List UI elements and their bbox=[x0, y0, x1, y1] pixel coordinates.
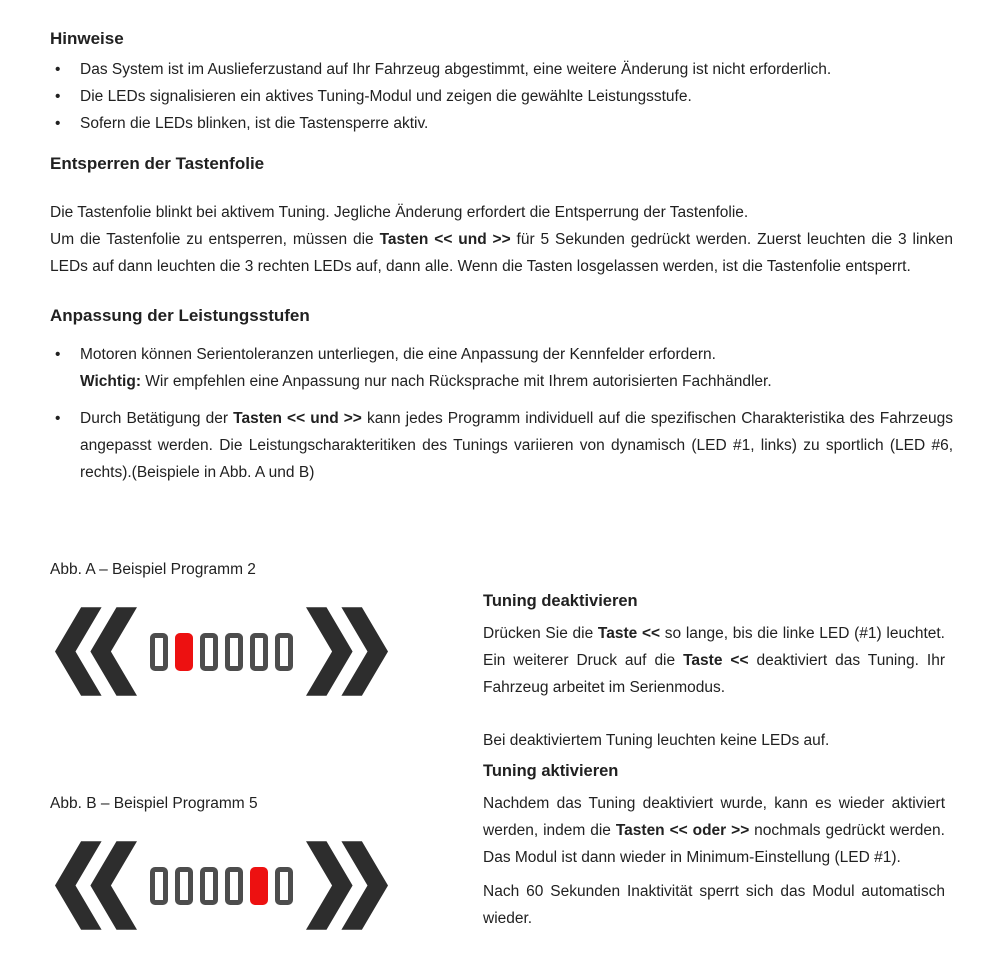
paragraph: Drücken Sie die Taste << so lange, bis die linke LED (#1) leuchtet. Ein weiterer Druck auf die Taste << deaktiviert das Tuning. Ihr Fahrzeug arbeitet im Serienmodus. bbox=[483, 625, 945, 696]
figure-b-led-display bbox=[55, 838, 388, 933]
bullet-marker: • bbox=[55, 61, 61, 78]
double-chevron-left-icon bbox=[55, 838, 137, 933]
top-text-block bbox=[50, 28, 953, 486]
section-title-tuning-aktivieren: Tuning aktivieren bbox=[483, 762, 619, 780]
list-item bbox=[50, 83, 953, 110]
led-inactive bbox=[200, 867, 218, 905]
bullet-marker: • bbox=[55, 346, 61, 363]
led-active bbox=[250, 867, 268, 905]
bullet-text: Sofern die LEDs blinken, ist die Tastensperre aktiv. bbox=[80, 115, 429, 132]
section-title-hinweise: Hinweise bbox=[50, 29, 124, 48]
list-item bbox=[50, 110, 953, 137]
led-inactive bbox=[225, 867, 243, 905]
led-inactive bbox=[175, 867, 193, 905]
paragraph: Die Tastenfolie blinkt bei aktivem Tuning. Jegliche Änderung erfordert die Entsperrung der Tastenfolie. bbox=[50, 204, 749, 221]
paragraph: Nach 60 Sekunden Inaktivität sperrt sich das Modul automatisch wieder. bbox=[483, 883, 945, 927]
bullet-text: Das System ist im Auslieferzustand auf Ihr Fahrzeug abgestimmt, eine weitere Änderung ist nicht erforderlich. bbox=[80, 61, 832, 78]
bullet-marker: • bbox=[55, 88, 61, 105]
bullet-marker: • bbox=[55, 410, 61, 427]
led-inactive bbox=[275, 867, 293, 905]
led-inactive bbox=[150, 867, 168, 905]
hinweise-bullet-list bbox=[50, 56, 953, 137]
bullet-text: Die LEDs signalisieren ein aktives Tuning-Modul und zeigen die gewählte Leistungsstufe. bbox=[80, 88, 692, 105]
paragraph: Um die Tastenfolie zu entsperren, müssen die Tasten << und >> für 5 Sekunden gedrückt werden. Zuerst leuchten die 3 linken LEDs auf dann leuchten die 3 rechten LEDs auf, dann alle. Wenn die Tasten losgelassen werden, ist die Tastenfolie entsperrt. bbox=[50, 231, 953, 275]
figure-b-caption: Abb. B – Beispiel Programm 5 bbox=[50, 795, 258, 812]
bullet-text: Motoren können Serientoleranzen unterliegen, die eine Anpassung der Kennfelder erfordern. Wichtig: Wir empfehlen eine Anpassung nur nach Rücksprache mit Ihrem autorisierten Fachhändler. bbox=[80, 346, 772, 390]
led-inactive bbox=[225, 633, 243, 671]
list-item bbox=[50, 341, 953, 395]
led-row bbox=[150, 633, 293, 671]
double-chevron-left-icon bbox=[55, 604, 137, 699]
bullet-marker: • bbox=[55, 115, 61, 132]
double-chevron-right-icon bbox=[306, 838, 388, 933]
section-title-entsperren: Entsperren der Tastenfolie bbox=[50, 154, 265, 173]
led-inactive bbox=[275, 633, 293, 671]
led-row bbox=[150, 867, 293, 905]
figure-a-led-display bbox=[55, 604, 388, 699]
section-title-anpassung: Anpassung der Leistungsstufen bbox=[50, 306, 310, 325]
list-item bbox=[50, 405, 953, 486]
figure-a-caption: Abb. A – Beispiel Programm 2 bbox=[50, 561, 256, 578]
section-title-tuning-deaktivieren: Tuning deaktivieren bbox=[483, 592, 638, 610]
led-inactive bbox=[150, 633, 168, 671]
paragraph: Nachdem das Tuning deaktiviert wurde, kann es wieder aktiviert werden, indem die Tasten << oder >> nochmals gedrückt werden. Das Modul ist dann wieder in Minimum-Einstellung (LED #1). bbox=[483, 795, 945, 866]
led-inactive bbox=[200, 633, 218, 671]
led-active bbox=[175, 633, 193, 671]
bullet-text: Durch Betätigung der Tasten << und >> kann jedes Programm individuell auf die spezifischen Charakteristika des Fahrzeugs angepasst werden. Die Leistungscharakteritiken des Tunings variieren von dynamisch (LED #1, links) zu sportlich (LED #6, rechts).(Beispiele in Abb. A und B) bbox=[80, 410, 953, 481]
paragraph: Bei deaktiviertem Tuning leuchten keine LEDs auf. bbox=[483, 732, 830, 749]
led-inactive bbox=[250, 633, 268, 671]
list-item bbox=[50, 56, 953, 83]
anpassung-bullet-list bbox=[50, 341, 953, 486]
double-chevron-right-icon bbox=[306, 604, 388, 699]
right-text-column bbox=[483, 590, 945, 932]
